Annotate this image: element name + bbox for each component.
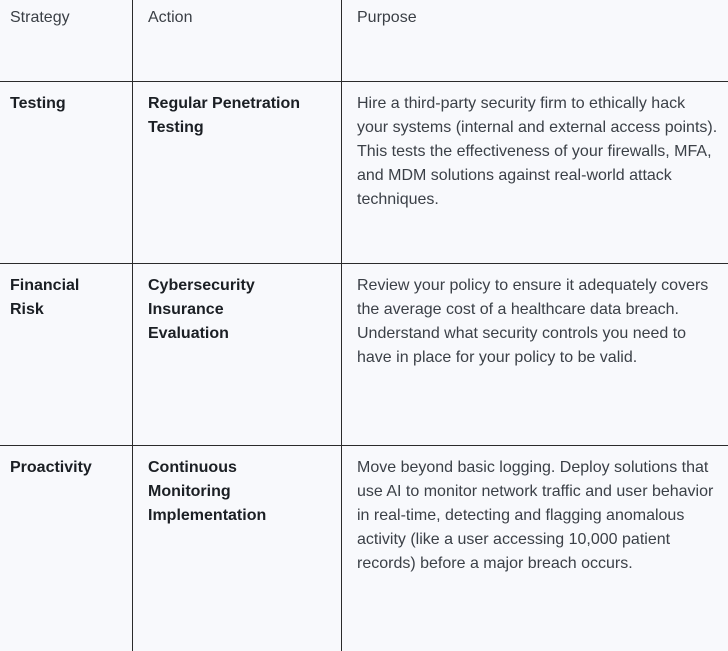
header-strategy: Strategy: [0, 0, 133, 81]
header-purpose: Purpose: [357, 9, 417, 26]
table-row: [0, 82, 728, 264]
table-row: [0, 264, 728, 446]
row-purpose: Hire a third-party security firm to ethically hack your systems (internal and external access points). This tests the effectiveness of your firewalls, MFA, and MDM solutions against real-world attack techniques.: [357, 95, 718, 208]
table-row: [0, 446, 728, 651]
table-header-row: [0, 0, 728, 82]
row-purpose: Review your policy to ensure it adequately covers the average cost of a healthcare data breach. Understand what security controls you need to have in place for your policy to be valid.: [357, 277, 709, 366]
row-action: Continuous Monitoring Implementation: [133, 446, 342, 651]
header-action: Action: [133, 0, 342, 81]
row-strategy: Testing: [0, 82, 133, 263]
row-action: Cybersecurity Insurance Evaluation: [133, 264, 342, 445]
row-strategy: Proactivity: [0, 446, 133, 651]
row-strategy: Financial Risk: [0, 264, 133, 445]
row-purpose: Move beyond basic logging. Deploy solutions that use AI to monitor network traffic and user behavior in real-time, detecting and flagging anomalous activity (like a user accessing 10,000 patient records) before a major breach occurs.: [357, 459, 714, 572]
row-action: Regular Penetration Testing: [133, 82, 342, 263]
